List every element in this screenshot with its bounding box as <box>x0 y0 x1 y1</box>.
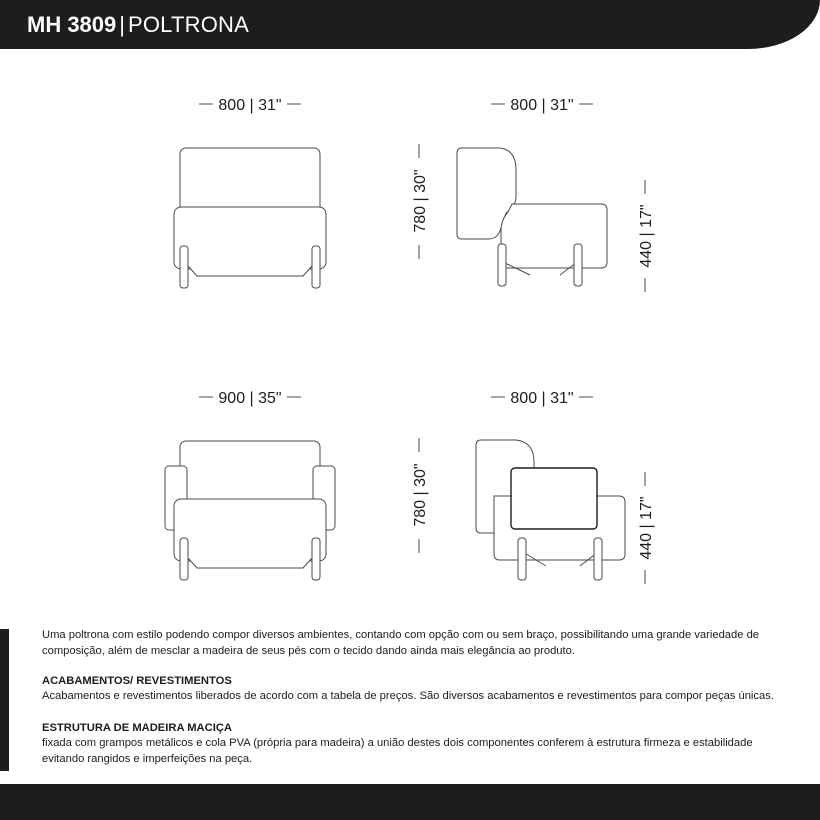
backrest <box>180 441 320 503</box>
structure-section <box>42 721 782 767</box>
seat-cushion <box>174 499 326 561</box>
side-bottom-seat-height-label: 440 | 17" <box>638 496 655 560</box>
structure-text: fixada com grampos metálicos e cola PVA (própria para madeira) a união destes dois componentes conferem à estrutura firmeza e estabilidade evitando rangidos e imperfeições na peça. <box>42 737 753 765</box>
side-view-with-arms <box>412 390 655 584</box>
product-code: MH 3809 <box>27 12 117 37</box>
side-accent-bar <box>0 629 9 771</box>
front-bottom-width-label: 900 | 35" <box>218 390 282 407</box>
header-bar <box>0 0 820 49</box>
page-title <box>27 11 249 39</box>
structure-title: ESTRUTURA DE MADEIRA MACIÇA <box>42 722 232 734</box>
side-bottom-height-label: 780 | 30" <box>412 463 429 527</box>
seat-base <box>188 266 312 276</box>
finishes-text: Acabamentos e revestimentos liberados de acordo com a tabela de preços. São diversos acabamentos e revestimentos para compor peças únicas. <box>42 690 774 702</box>
seat-cushion <box>174 207 326 269</box>
seat-cushion <box>501 204 607 268</box>
side-top-seat-height-label: 440 | 17" <box>638 204 655 268</box>
footer-bar <box>0 784 820 820</box>
finishes-section <box>42 674 782 705</box>
intro-text: Uma poltrona com estilo podendo compor diversos ambientes, contando com opção com ou sem braço, possibilitando uma grande variedade de composição, além de mesclar a madeira de seus pés com o tecido dando ainda mais elegância ao produto. <box>42 629 760 657</box>
title-separator: | <box>119 12 125 37</box>
leg-back <box>574 244 582 286</box>
front-top-width-label: 800 | 31" <box>218 97 282 114</box>
description-intro <box>42 628 782 659</box>
leg-front <box>518 538 526 580</box>
side-view-no-arms <box>412 97 655 292</box>
technical-drawings <box>0 49 820 619</box>
backrest <box>180 148 320 216</box>
front-view-no-arms <box>174 97 326 288</box>
leg-left <box>180 538 188 580</box>
leg-right <box>312 538 320 580</box>
side-top-depth-label: 800 | 31" <box>510 97 574 114</box>
side-top-height-label: 780 | 30" <box>412 169 429 233</box>
leg-left <box>180 246 188 288</box>
leg-front <box>498 244 506 286</box>
front-view-with-arms <box>165 390 335 580</box>
finishes-title: ACABAMENTOS/ REVESTIMENTOS <box>42 675 232 687</box>
product-name: POLTRONA <box>128 12 249 37</box>
seat-base <box>188 558 312 568</box>
side-bottom-depth-label: 800 | 31" <box>510 390 574 407</box>
armrest <box>511 468 597 529</box>
leg-right <box>312 246 320 288</box>
leg-back <box>594 538 602 580</box>
